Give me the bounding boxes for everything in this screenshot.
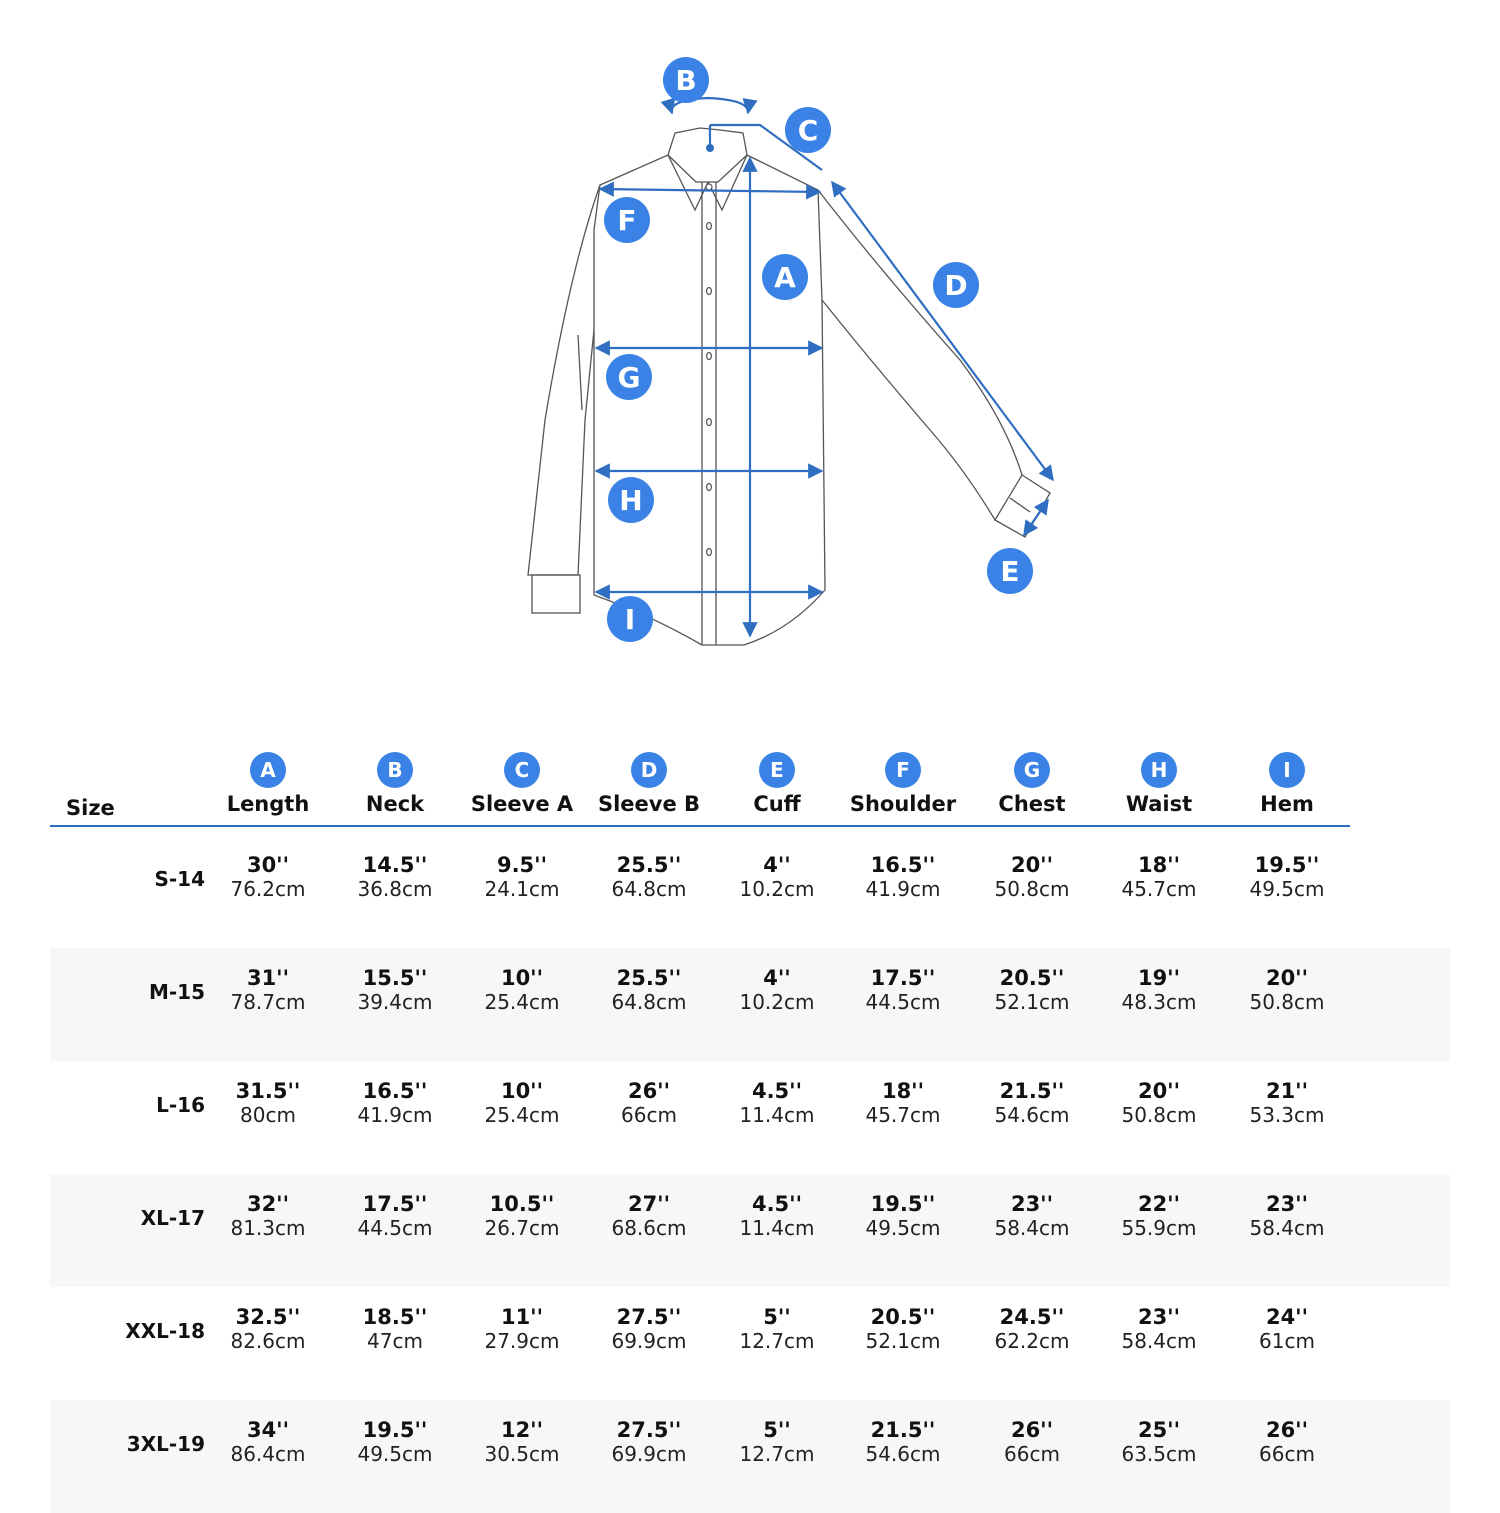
cm-value: 49.5cm bbox=[357, 1442, 433, 1466]
inch-value: 14.5'' bbox=[362, 853, 428, 877]
inch-value: 18'' bbox=[881, 1079, 925, 1103]
cm-value: 11.4cm bbox=[739, 1216, 815, 1240]
cm-value: 25.4cm bbox=[484, 1103, 560, 1127]
size-label-text: S-14 bbox=[154, 867, 205, 891]
cm-value: 54.6cm bbox=[865, 1442, 941, 1466]
column-badge: E bbox=[759, 752, 795, 788]
inch-value: 4.5'' bbox=[751, 1192, 803, 1216]
shirt-outline bbox=[528, 128, 1050, 645]
inch-value: 23'' bbox=[1010, 1192, 1054, 1216]
inch-value: 20'' bbox=[1265, 966, 1309, 990]
inch-value: 4.5'' bbox=[751, 1079, 803, 1103]
cm-value: 26.7cm bbox=[484, 1216, 560, 1240]
cm-value: 66cm bbox=[1004, 1442, 1060, 1466]
cm-value: 80cm bbox=[240, 1103, 296, 1127]
cm-value: 52.1cm bbox=[994, 990, 1070, 1014]
inch-value: 19.5'' bbox=[362, 1418, 428, 1442]
cm-value: 58.4cm bbox=[1121, 1329, 1197, 1353]
cm-value: 86.4cm bbox=[230, 1442, 306, 1466]
inch-value: 22'' bbox=[1137, 1192, 1181, 1216]
inch-value: 20.5'' bbox=[870, 1305, 936, 1329]
table-cell bbox=[1212, 1192, 1362, 1240]
cm-value: 45.7cm bbox=[865, 1103, 941, 1127]
size-label-text: M-15 bbox=[148, 980, 205, 1004]
badge-d-label: D bbox=[944, 269, 968, 302]
column-badge: A bbox=[250, 752, 286, 788]
inch-value: 25'' bbox=[1137, 1418, 1181, 1442]
cm-value: 66cm bbox=[621, 1103, 677, 1127]
inch-value: 10.5'' bbox=[489, 1192, 555, 1216]
size-label-text: XXL-18 bbox=[125, 1319, 205, 1343]
column-label: Hem bbox=[1260, 792, 1314, 816]
neck-point-icon bbox=[706, 144, 714, 152]
cm-value: 10.2cm bbox=[739, 877, 815, 901]
cm-value: 45.7cm bbox=[1121, 877, 1197, 901]
inch-value: 16.5'' bbox=[870, 853, 936, 877]
cm-value: 25.4cm bbox=[484, 990, 560, 1014]
size-label-text: XL-17 bbox=[140, 1206, 205, 1230]
cm-value: 49.5cm bbox=[1249, 877, 1325, 901]
column-badge: F bbox=[885, 752, 921, 788]
cuff-line bbox=[1024, 500, 1048, 535]
inch-value: 19.5'' bbox=[1254, 853, 1320, 877]
shirt-measurement-diagram bbox=[0, 0, 1500, 700]
column-badge: H bbox=[1141, 752, 1177, 788]
cm-value: 54.6cm bbox=[994, 1103, 1070, 1127]
inch-value: 31.5'' bbox=[235, 1079, 301, 1103]
inch-value: 23'' bbox=[1137, 1305, 1181, 1329]
cm-value: 49.5cm bbox=[865, 1216, 941, 1240]
cm-value: 61cm bbox=[1259, 1329, 1315, 1353]
column-header-hem bbox=[1212, 752, 1362, 816]
column-badge: I bbox=[1269, 752, 1305, 788]
column-badge: D bbox=[631, 752, 667, 788]
inch-value: 26'' bbox=[1265, 1418, 1309, 1442]
cm-value: 81.3cm bbox=[230, 1216, 306, 1240]
inch-value: 18'' bbox=[1137, 853, 1181, 877]
cm-value: 58.4cm bbox=[1249, 1216, 1325, 1240]
inch-value: 25.5'' bbox=[616, 853, 682, 877]
cm-value: 69.9cm bbox=[611, 1442, 687, 1466]
table-cell bbox=[828, 853, 978, 901]
cm-value: 12.7cm bbox=[739, 1329, 815, 1353]
inch-value: 20'' bbox=[1137, 1079, 1181, 1103]
cm-value: 69.9cm bbox=[611, 1329, 687, 1353]
cm-value: 64.8cm bbox=[611, 990, 687, 1014]
cm-value: 12.7cm bbox=[739, 1442, 815, 1466]
cm-value: 52.1cm bbox=[865, 1329, 941, 1353]
table-cell bbox=[828, 1192, 978, 1240]
size-label-text: 3XL-19 bbox=[126, 1432, 205, 1456]
inch-value: 10'' bbox=[500, 1079, 544, 1103]
inch-value: 25.5'' bbox=[616, 966, 682, 990]
cm-value: 48.3cm bbox=[1121, 990, 1197, 1014]
inch-value: 9.5'' bbox=[496, 853, 548, 877]
cm-value: 10.2cm bbox=[739, 990, 815, 1014]
inch-value: 15.5'' bbox=[362, 966, 428, 990]
inch-value: 21.5'' bbox=[870, 1418, 936, 1442]
table-row bbox=[50, 835, 1450, 948]
inch-value: 12'' bbox=[500, 1418, 544, 1442]
table-cell bbox=[1212, 966, 1362, 1014]
cm-value: 24.1cm bbox=[484, 877, 560, 901]
inch-value: 19.5'' bbox=[870, 1192, 936, 1216]
inch-value: 21.5'' bbox=[999, 1079, 1065, 1103]
cm-value: 58.4cm bbox=[994, 1216, 1070, 1240]
column-label: Chest bbox=[998, 792, 1066, 816]
inch-value: 27.5'' bbox=[616, 1305, 682, 1329]
inch-value: 10'' bbox=[500, 966, 544, 990]
inch-value: 11'' bbox=[500, 1305, 544, 1329]
inch-value: 30'' bbox=[246, 853, 290, 877]
badge-i-label: I bbox=[624, 603, 636, 636]
cm-value: 66cm bbox=[1259, 1442, 1315, 1466]
inch-value: 20'' bbox=[1010, 853, 1054, 877]
inch-value: 17.5'' bbox=[870, 966, 936, 990]
size-column-header: Size bbox=[66, 796, 115, 820]
inch-value: 34'' bbox=[246, 1418, 290, 1442]
table-row bbox=[50, 1061, 1450, 1174]
cm-value: 53.3cm bbox=[1249, 1103, 1325, 1127]
cm-value: 39.4cm bbox=[357, 990, 433, 1014]
inch-value: 4'' bbox=[763, 966, 791, 990]
table-cell bbox=[828, 1418, 978, 1466]
inch-value: 23'' bbox=[1265, 1192, 1309, 1216]
cm-value: 11.4cm bbox=[739, 1103, 815, 1127]
cm-value: 76.2cm bbox=[230, 877, 306, 901]
cm-value: 44.5cm bbox=[357, 1216, 433, 1240]
table-cell bbox=[828, 1079, 978, 1127]
table-cell bbox=[828, 966, 978, 1014]
column-badge: C bbox=[504, 752, 540, 788]
shirt-buttons bbox=[706, 184, 712, 556]
column-badge: B bbox=[377, 752, 413, 788]
column-label: Cuff bbox=[753, 792, 801, 816]
column-label: Shoulder bbox=[849, 792, 957, 816]
table-cell bbox=[1212, 1305, 1362, 1353]
column-header-shoulder bbox=[828, 752, 978, 816]
inch-value: 17.5'' bbox=[362, 1192, 428, 1216]
inch-value: 26'' bbox=[1010, 1418, 1054, 1442]
inch-value: 18.5'' bbox=[362, 1305, 428, 1329]
badge-g-label: G bbox=[617, 361, 641, 394]
badge-c-label: C bbox=[797, 114, 819, 147]
cm-value: 50.8cm bbox=[1249, 990, 1325, 1014]
cm-value: 64.8cm bbox=[611, 877, 687, 901]
cm-value: 82.6cm bbox=[230, 1329, 306, 1353]
cm-value: 55.9cm bbox=[1121, 1216, 1197, 1240]
cm-value: 41.9cm bbox=[357, 1103, 433, 1127]
cm-value: 50.8cm bbox=[994, 877, 1070, 901]
table-row bbox=[50, 948, 1450, 1061]
table-cell bbox=[1212, 853, 1362, 901]
inch-value: 31'' bbox=[246, 966, 290, 990]
badge-e-label: E bbox=[1000, 555, 1020, 588]
badge-b-label: B bbox=[675, 64, 697, 97]
table-cell bbox=[1212, 1418, 1362, 1466]
cm-value: 78.7cm bbox=[230, 990, 306, 1014]
badge-h-label: H bbox=[619, 484, 643, 517]
inch-value: 27.5'' bbox=[616, 1418, 682, 1442]
column-label: Waist bbox=[1125, 792, 1193, 816]
inch-value: 5'' bbox=[763, 1418, 791, 1442]
diagram-badges bbox=[604, 57, 1033, 642]
cm-value: 62.2cm bbox=[994, 1329, 1070, 1353]
shoulder-line bbox=[600, 189, 820, 192]
table-row bbox=[50, 1400, 1450, 1513]
inch-value: 27'' bbox=[627, 1192, 671, 1216]
table-row bbox=[50, 1287, 1450, 1400]
cm-value: 44.5cm bbox=[865, 990, 941, 1014]
inch-value: 24.5'' bbox=[999, 1305, 1065, 1329]
inch-value: 21'' bbox=[1265, 1079, 1309, 1103]
table-row bbox=[50, 1174, 1450, 1287]
header-rule bbox=[50, 825, 1350, 827]
sleeve-b-line bbox=[832, 182, 1053, 480]
inch-value: 4'' bbox=[763, 853, 791, 877]
size-chart-table bbox=[0, 740, 1500, 1500]
column-label: Sleeve A bbox=[470, 792, 574, 816]
inch-value: 19'' bbox=[1137, 966, 1181, 990]
cm-value: 47cm bbox=[367, 1329, 423, 1353]
badge-f-label: F bbox=[617, 204, 637, 237]
inch-value: 20.5'' bbox=[999, 966, 1065, 990]
column-label: Sleeve B bbox=[597, 792, 701, 816]
inch-value: 5'' bbox=[763, 1305, 791, 1329]
cm-value: 41.9cm bbox=[865, 877, 941, 901]
column-badge: G bbox=[1014, 752, 1050, 788]
cm-value: 63.5cm bbox=[1121, 1442, 1197, 1466]
size-label-text: L-16 bbox=[156, 1093, 205, 1117]
cm-value: 36.8cm bbox=[357, 877, 433, 901]
inch-value: 16.5'' bbox=[362, 1079, 428, 1103]
cm-value: 30.5cm bbox=[484, 1442, 560, 1466]
inch-value: 32'' bbox=[246, 1192, 290, 1216]
table-cell bbox=[828, 1305, 978, 1353]
cm-value: 68.6cm bbox=[611, 1216, 687, 1240]
column-label: Neck bbox=[365, 792, 425, 816]
cm-value: 50.8cm bbox=[1121, 1103, 1197, 1127]
cm-value: 27.9cm bbox=[484, 1329, 560, 1353]
column-label: Length bbox=[226, 792, 310, 816]
badge-a-label: A bbox=[774, 261, 796, 294]
table-cell bbox=[1212, 1079, 1362, 1127]
inch-value: 26'' bbox=[627, 1079, 671, 1103]
inch-value: 32.5'' bbox=[235, 1305, 301, 1329]
inch-value: 24'' bbox=[1265, 1305, 1309, 1329]
